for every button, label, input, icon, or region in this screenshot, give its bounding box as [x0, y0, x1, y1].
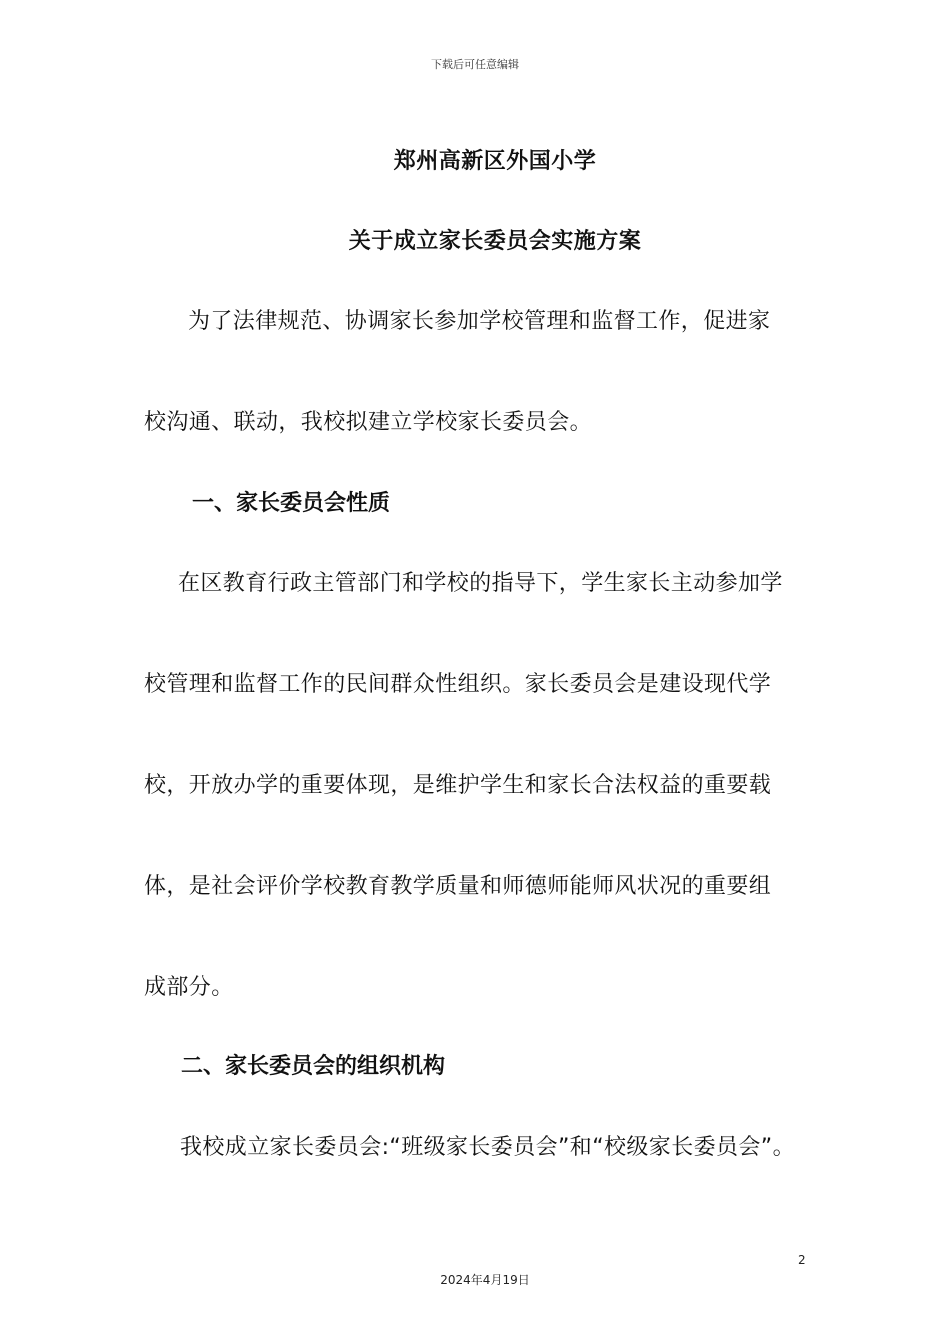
intro-line: 为了法律规范、协调家长参加学校管理和监督工作，促进家 [188, 309, 771, 334]
section-heading-organization: 二、家长委员会的组织机构 [181, 1054, 446, 1079]
intro-line: 校沟通、联动，我校拟建立学校家长委员会。 [144, 410, 593, 435]
footer-date: 2024年4月19日 [440, 1273, 530, 1287]
section1-line: 体，是社会评价学校教育教学质量和师德师能师风状况的重要组 [144, 874, 772, 899]
section-heading-nature: 一、家长委员会性质 [192, 491, 391, 516]
header-note: 下载后可任意编辑 [431, 58, 519, 71]
document-title-plan: 关于成立家长委员会实施方案 [348, 229, 642, 254]
section1-line: 校，开放办学的重要体现，是维护学生和家长合法权益的重要载 [144, 773, 772, 798]
section1-line: 校管理和监督工作的民间群众性组织。家长委员会是建设现代学 [144, 672, 772, 697]
section1-line: 在区教育行政主管部门和学校的指导下，学生家长主动参加学 [178, 571, 783, 596]
section1-line: 成部分。 [144, 975, 234, 1000]
document-title-school: 郑州高新区外国小学 [393, 149, 597, 174]
section2-line: 我校成立家长委员会:“班级家长委员会”和“校级家长委员会”。 [180, 1135, 796, 1160]
page-number: 2 [798, 1253, 806, 1267]
